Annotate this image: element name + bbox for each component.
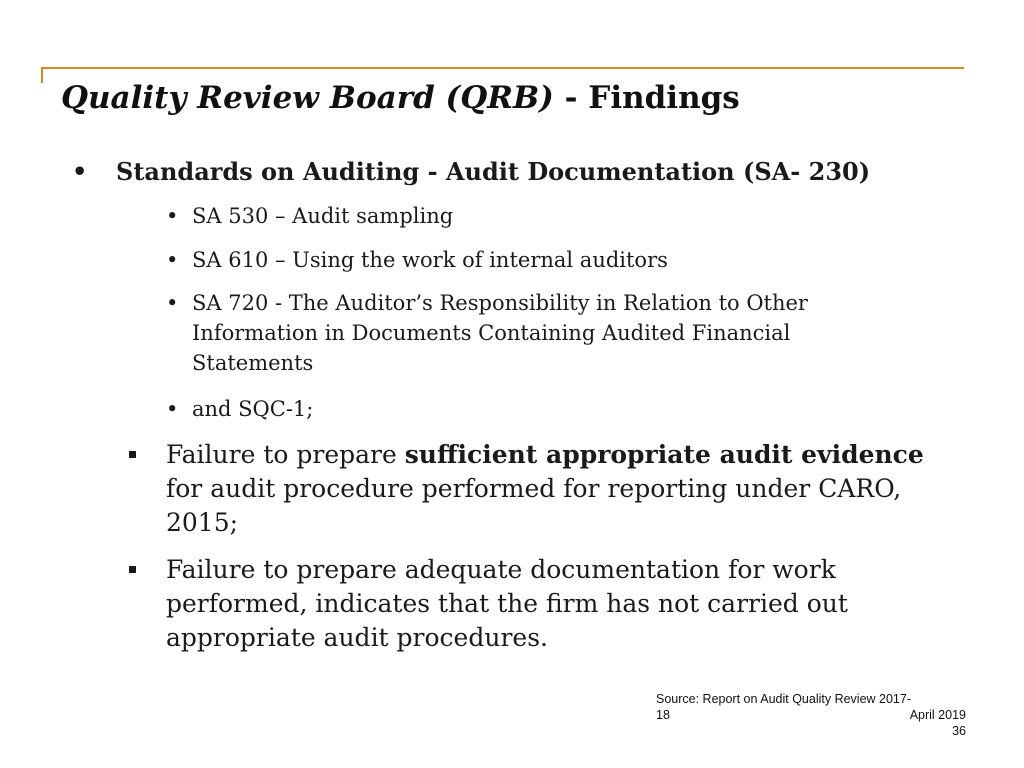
finding-evidence — [166, 438, 926, 540]
sub-item-sa610 — [166, 245, 912, 275]
round-bullet-icon: • — [166, 204, 179, 228]
main-bullet — [72, 156, 976, 188]
source-footer — [656, 691, 966, 739]
source-line-two — [656, 707, 966, 723]
footer-date: April 2019 — [909, 708, 966, 722]
sub-item-text: SA 530 – Audit sampling — [192, 204, 454, 228]
square-bullet-icon — [129, 566, 136, 573]
source-text: Source: Report on Audit Quality Review 2017- — [656, 692, 911, 706]
sub-item-sa530 — [166, 201, 912, 231]
slide-title-italic: Quality Review Board (QRB) — [61, 80, 554, 116]
page-number: 36 — [952, 724, 966, 738]
finding-text: Failure to prepare adequate documentation for work performed, indicates that the firm has not carried out appropriate audit procedures. — [166, 555, 848, 652]
sub-item-sa720 — [166, 288, 892, 378]
title-rule-horizontal — [41, 67, 964, 69]
slide-title — [61, 80, 740, 116]
slide-title-rest: - Findings — [553, 80, 740, 116]
sub-item-text: and SQC-1; — [192, 397, 314, 421]
finding-text-after: for audit procedure performed for reporting under CARO, 2015; — [166, 474, 902, 537]
round-bullet-icon: • — [166, 397, 179, 421]
round-bullet-icon: • — [166, 291, 179, 315]
round-bullet-icon: • — [166, 248, 179, 272]
finding-text-before: Failure to prepare — [166, 440, 405, 469]
finding-documentation — [166, 553, 926, 655]
source-text-continued: 18 — [656, 708, 670, 722]
sub-item-sqc1 — [166, 394, 912, 424]
title-rule-vertical — [41, 67, 43, 83]
sub-item-text: SA 720 - The Auditor’s Responsibility in Relation to Other Information in Documents Containing Audited Financial Statements — [192, 291, 808, 375]
square-bullet-icon — [129, 451, 136, 458]
finding-text-bold: sufficient appropriate audit evidence — [404, 440, 924, 469]
round-bullet-icon: • — [72, 157, 88, 186]
main-bullet-text: Standards on Auditing - Audit Documentation (SA- 230) — [116, 157, 871, 186]
sub-item-text: SA 610 – Using the work of internal auditors — [192, 248, 668, 272]
